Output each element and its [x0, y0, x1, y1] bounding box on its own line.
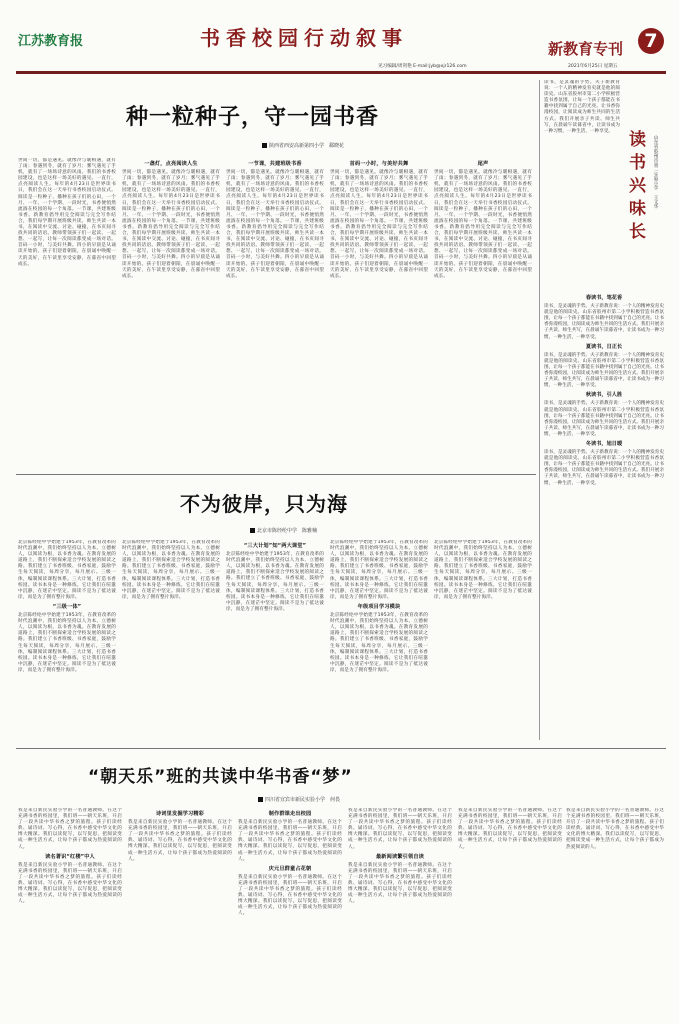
article2-col5: [434, 540, 532, 740]
article2-byline: [250, 527, 317, 534]
article1-sub4: 尾声: [477, 161, 489, 167]
article2-col4: [330, 540, 428, 740]
article1-body: 世间一切，都是遇见。就像冷与暖相遇，就有了雨；春遇到冬，就有了岁月；雾气遇见了手机，就有了一场场诗意的风雨。我们的书香校园建设，也是这样一场美好的遇见。一直行，点亮阅读人生。每年的4月23日是世界读书日，我们会在这一天举行书香校园启动仪式。阅读是一粒种子，播种在孩子们的心田，一个月、一年、一个学期、一段时光，书香便悄然流淌在校园的每一个角落。一节课，共建班级书香。新教育倡导用完全阅读与完全写作结合，我们每学期开展班级共读，师生共读一本书，在阅读中交流、讨论、碰撞，在书页间寻找共同的话语。教师带领孩子们一起读、一起想、一起写，让每一次阅读都变成一场对话。首码一小时，与美好共舞。四小的早晨是从诵读开始的。孩子们迎着朝阳，在晨诵中唤醒一天的美好，在午读里享受安静，在暮省中回望成长。: [226, 170, 324, 279]
article3-body: 我是来自新民实验小学的一名普通教师。在这个充满书香的校园里，我们班——朝天乐班，开启了一段共读中华书香之梦的旅程。孩子们读经典、诵诗词、写心得，在书香中感受中华文化的博大精深。我们以读促写，以写促思，把阅读变成一种生活方式，让每个孩子都成为热爱阅读的人。: [238, 820, 342, 862]
article2-body: 北京陈经纶中学始建于1953年，在教育改革的时代浪潮中，我们始终坚持以人为本、立德树人，以阅读为根，以书香为魂。在教育发展的道路上，我们不断探索适合学校发展的阅读之路。我们建立了书香班级、书香家庭，鼓励学生每天阅读，每周分享，每月展示。三级一体，编制阅读课程体系。三大计划，打造书香校园。读书本身是一种修炼，它让我们在喧嚣中沉静，在迷茫中坚定。阅读不是为了抵达彼岸，而是为了拥有整片海洋。: [434, 540, 532, 600]
section-title: 新教育专刊: [548, 40, 624, 58]
sidebar-body: 读书，是灵魂的手势。夫子新教育说：一个人的精神发育史就是他的阅读史。山东省胶州市第二小学积极营造书香氛围，让每一个孩子都能在书籍中找到属于自己的光亮。让书香弥漫校园，让阅读成为师生共同的生活方式。我们开展亲子共读、师生共写，在晨诵午读暮省中，让读书成为一种习惯，一种生活，一种享受。: [544, 352, 664, 389]
sidebar-title: 读书兴味长: [625, 130, 645, 245]
article2-sub2: “三大计划”知“两大课堂”: [243, 543, 307, 549]
article2-headline: 不为彼岸，只为海: [180, 492, 348, 516]
article1-col4: [330, 158, 428, 468]
article2-top-rule: [16, 474, 536, 475]
contact-line: 见习编辑/周剑艳 E-mail:jyb@xjr126.com: [378, 64, 467, 69]
article3-body: 我是来自新民实验小学的一名普通教师。在这个充满书香的校园里，我们班——朝天乐班，开启了一段共读中华书香之梦的旅程。孩子们读经典、诵诗词、写心得，在书香中感受中华文化的博大精深。我们以读促写，以写促思，把阅读变成一种生活方式，让每个孩子都成为热爱阅读的人。: [18, 862, 122, 905]
article3-sub2: 诗词里发掘学习精彩: [155, 811, 205, 817]
article1-body: 世间一切，都是遇见。就像冷与暖相遇，就有了雨；春遇到冬，就有了岁月；雾气遇见了手机，就有了一场场诗意的风雨。我们的书香校园建设，也是这样一场美好的遇见。一直行，点亮阅读人生。每年的4月23日是世界读书日，我们会在这一天举行书香校园启动仪式。阅读是一粒种子，播种在孩子们的心田，一个月、一年、一个学期、一段时光，书香便悄然流淌在校园的每一个角落。一节课，共建班级书香。新教育倡导用完全阅读与完全写作结合，我们每学期开展班级共读，师生共读一本书，在阅读中交流、讨论、碰撞，在书页间寻找共同的话语。教师带领孩子们一起读、一起想、一起写，让每一次阅读都变成一场对话。首码一小时，与美好共舞。四小的早晨是从诵读开始的。孩子们迎着朝阳，在晨诵中唤醒一天的美好，在午读里享受安静，在暮省中回望成长。: [122, 170, 220, 279]
article1-col5: [434, 158, 532, 468]
top-rule: [16, 71, 666, 74]
sidebar-divider: [539, 80, 540, 740]
article1-col3: [226, 158, 324, 468]
date-line: 2021年6月25日 星期五: [568, 64, 618, 69]
sidebar-sub1: 春读书，笔花香: [585, 295, 623, 301]
article3-sub5: 最新阅读繁引领自读: [375, 853, 425, 860]
section-banner: 书香校园行动叙事: [200, 26, 408, 50]
sidebar-intro: [544, 80, 620, 290]
sidebar-sub4: 冬读书，旭日暖: [585, 440, 623, 447]
article3-sub1: 读名著识“红楼”中人: [45, 853, 95, 860]
article1-sub3: 首码一小时，与美好共舞: [349, 161, 409, 167]
article1-body: 世间一切，都是遇见。就像冷与暖相遇，就有了雨；春遇到冬，就有了岁月；雾气遇见了手机，就有了一场场诗意的风雨。我们的书香校园建设，也是这样一场美好的遇见。一直行，点亮阅读人生。每年的4月23日是世界读书日，我们会在这一天举行书香校园启动仪式。阅读是一粒种子，播种在孩子们的心田，一个月、一年、一个学期、一段时光，书香便悄然流淌在校园的每一个角落。一节课，共建班级书香。新教育倡导用完全阅读与完全写作结合，我们每学期开展班级共读，师生共读一本书，在阅读中交流、讨论、碰撞，在书页间寻找共同的话语。教师带领孩子们一起读、一起想、一起写，让每一次阅读都变成一场对话。首码一小时，与美好共舞。四小的早晨是从诵读开始的。孩子们迎着朝阳，在晨诵中唤醒一天的美好，在午读里享受安静，在暮省中回望成长。: [18, 158, 116, 267]
article3-byline: [258, 796, 340, 803]
article1-body: 世间一切，都是遇见。就像冷与暖相遇，就有了雨；春遇到冬，就有了岁月；雾气遇见了手机，就有了一场场诗意的风雨。我们的书香校园建设，也是这样一场美好的遇见。一直行，点亮阅读人生。每年的4月23日是世界读书日，我们会在这一天举行书香校园启动仪式。阅读是一粒种子，播种在孩子们的心田，一个月、一年、一个学期、一段时光，书香便悄然流淌在校园的每一个角落。一节课，共建班级书香。新教育倡导用完全阅读与完全写作结合，我们每学期开展班级共读，师生共读一本书，在阅读中交流、讨论、碰撞，在书页间寻找共同的话语。教师带领孩子们一起读、一起想、一起写，让每一次阅读都变成一场对话。首码一小时，与美好共舞。四小的早晨是从诵读开始的。孩子们迎着朝阳，在晨诵中唤醒一天的美好，在午读里享受安静，在暮省中回望成长。: [434, 170, 532, 279]
article2-body: 北京陈经纶中学始建于1953年，在教育改革的时代浪潮中，我们始终坚持以人为本、立德树人，以阅读为根，以书香为魂。在教育发展的道路上，我们不断探索适合学校发展的阅读之路。我们建立了书香班级、书香家庭，鼓励学生每天阅读，每周分享，每月展示。三级一体，编制阅读课程体系。三大计划，打造书香校园。读书本身是一种修炼，它让我们在喧嚣中沉静，在迷茫中坚定。阅读不是为了抵达彼岸，而是为了拥有整片海洋。: [226, 552, 324, 612]
article3-col3: [238, 808, 342, 1013]
article3-body: 我是来自新民实验小学的一名普通教师。在这个充满书香的校园里，我们班——朝天乐班，开启了一段共读中华书香之梦的旅程。孩子们读经典、诵诗词、写心得，在书香中感受中华文化的博大精深。我们以读促写，以写促思，把阅读变成一种生活方式，让每个孩子都成为热爱阅读的人。: [348, 808, 452, 850]
article1-byline-text: 陕西省西安高新第四小学 郗晓花: [269, 143, 345, 149]
sidebar-body: 读书，是灵魂的手势。夫子新教育说：一个人的精神发育史就是他的阅读史。山东省胶州市第二小学积极营造书香氛围，让每一个孩子都能在书籍中找到属于自己的光亮。让书香弥漫校园，让阅读成为师生共同的生活方式。我们开展亲子共读、师生共写，在晨诵午读暮省中，让读书成为一种习惯，一种生活，一种享受。: [544, 80, 620, 134]
article2-sub3: 年级项目学习模块: [357, 603, 401, 610]
bullet-icon: [250, 528, 255, 533]
article3-byline-text: 四川省宜宾市新民实验小学 何畏: [265, 797, 341, 803]
article2-byline-text: 北京市陈经纶中学 陈雅楠: [257, 528, 318, 534]
bullet-icon: [262, 143, 267, 148]
article3-col5: [458, 808, 562, 1013]
article2-body: 北京陈经纶中学始建于1953年，在教育改革的时代浪潮中，我们始终坚持以人为本、立德树人，以阅读为根，以书香为魂。在教育发展的道路上，我们不断探索适合学校发展的阅读之路。我们建立了书香班级、书香家庭，鼓励学生每天阅读，每周分享，每月展示。三级一体，编制阅读课程体系。三大计划，打造书香校园。读书本身是一种修炼，它让我们在喧嚣中沉静，在迷茫中坚定。阅读不是为了抵达彼岸，而是为了拥有整片海洋。: [18, 540, 116, 600]
article1-sub2: 一节课，共建班级书香: [248, 161, 302, 167]
article1-sub1: 一盏灯，点亮阅读人生: [144, 161, 198, 167]
article3-col6: [566, 808, 664, 1013]
article2-sub1: “三级一体”: [52, 603, 82, 610]
article2-body: 北京陈经纶中学始建于1953年，在教育改革的时代浪潮中，我们始终坚持以人为本、立德树人，以阅读为根，以书香为魂。在教育发展的道路上，我们不断探索适合学校发展的阅读之路。我们建立了书香班级、书香家庭，鼓励学生每天阅读，每周分享，每月展示。三级一体，编制阅读课程体系。三大计划，打造书香校园。读书本身是一种修炼，它让我们在喧嚣中沉静，在迷茫中坚定。阅读不是为了抵达彼岸，而是为了拥有整片海洋。: [18, 613, 116, 673]
sidebar-sub2: 夏读书，日正长: [585, 343, 623, 350]
article2-body: 北京陈经纶中学始建于1953年，在教育改革的时代浪潮中，我们始终坚持以人为本、立德树人，以阅读为根，以书香为魂。在教育发展的道路上，我们不断探索适合学校发展的阅读之路。我们建立了书香班级、书香家庭，鼓励学生每天阅读，每周分享，每月展示。三级一体，编制阅读课程体系。三大计划，打造书香校园。读书本身是一种修炼，它让我们在喧嚣中沉静，在迷茫中坚定。阅读不是为了抵达彼岸，而是为了拥有整片海洋。: [330, 540, 428, 600]
article1-body: 世间一切，都是遇见。就像冷与暖相遇，就有了雨；春遇到冬，就有了岁月；雾气遇见了手机，就有了一场场诗意的风雨。我们的书香校园建设，也是这样一场美好的遇见。一直行，点亮阅读人生。每年的4月23日是世界读书日，我们会在这一天举行书香校园启动仪式。阅读是一粒种子，播种在孩子们的心田，一个月、一年、一个学期、一段时光，书香便悄然流淌在校园的每一个角落。一节课，共建班级书香。新教育倡导用完全阅读与完全写作结合，我们每学期开展班级共读，师生共读一本书，在阅读中交流、讨论、碰撞，在书页间寻找共同的话语。教师带领孩子们一起读、一起想、一起写，让每一次阅读都变成一场对话。首码一小时，与美好共舞。四小的早晨是从诵读开始的。孩子们迎着朝阳，在晨诵中唤醒一天的美好，在午读里享受安静，在暮省中回望成长。: [330, 170, 428, 279]
article2-col3: [226, 540, 324, 740]
article1-byline: [262, 142, 344, 149]
article2-body: 北京陈经纶中学始建于1953年，在教育改革的时代浪潮中，我们始终坚持以人为本、立德树人，以阅读为根，以书香为魂。在教育发展的道路上，我们不断探索适合学校发展的阅读之路。我们建立了书香班级、书香家庭，鼓励学生每天阅读，每周分享，每月展示。三级一体，编制阅读课程体系。三大计划，打造书香校园。读书本身是一种修炼，它让我们在喧嚣中沉静，在迷茫中坚定。阅读不是为了抵达彼岸，而是为了拥有整片海洋。: [330, 613, 428, 673]
article3-body: 我是来自新民实验小学的一名普通教师。在这个充满书香的校园里，我们班——朝天乐班，开启了一段共读中华书香之梦的旅程。孩子们读经典、诵诗词、写心得，在书香中感受中华文化的博大精深。我们以读促写，以写促思，把阅读变成一种生活方式，让每个孩子都成为热爱阅读的人。: [238, 874, 342, 917]
sidebar-body: 读书，是灵魂的手势。夫子新教育说：一个人的精神发育史就是他的阅读史。山东省胶州市第二小学积极营造书香氛围，让每一个孩子都能在书籍中找到属于自己的光亮。让书香弥漫校园，让阅读成为师生共同的生活方式。我们开展亲子共读、师生共写，在晨诵午读暮省中，让读书成为一种习惯，一种生活，一种享受。: [544, 450, 664, 486]
article3-col4: [348, 808, 452, 1013]
article3-body: 我是来自新民实验小学的一名普通教师。在这个充满书香的校园里，我们班——朝天乐班，开启了一段共读中华书香之梦的旅程。孩子们读经典、诵诗词、写心得，在书香中感受中华文化的博大精深。我们以读促写，以写促思，把阅读变成一种生活方式，让每个孩子都成为热爱阅读的人。: [348, 862, 452, 905]
article3-sub4: 庆元旦群童占花朝: [268, 865, 312, 872]
page-number-badge: 7: [638, 28, 664, 54]
article2-col2: [122, 540, 220, 740]
article1-headline: 种一粒种子，守一园书香: [126, 105, 380, 130]
paper-logo: 江苏教育报: [18, 34, 84, 49]
article1-col2: [122, 158, 220, 468]
sidebar-byline: 山东省胶州市第二实验小学 王文华: [653, 135, 658, 209]
sidebar-sub3: 秋读书，引人胜: [585, 392, 623, 399]
article3-col2: [128, 808, 232, 1013]
article3-body: 我是来自新民实验小学的一名普通教师。在这个充满书香的校园里，我们班——朝天乐班，开启了一段共读中华书香之梦的旅程。孩子们读经典、诵诗词、写心得，在书香中感受中华文化的博大精深。我们以读促写，以写促思，把阅读变成一种生活方式，让每个孩子都成为热爱阅读的人。: [128, 820, 232, 862]
article3-sub3: 制作群课走出校园: [268, 811, 312, 817]
article2-col1: [18, 540, 116, 740]
article3-body: 我是来自新民实验小学的一名普通教师。在这个充满书香的校园里，我们班——朝天乐班，开启了一段共读中华书香之梦的旅程。孩子们读经典、诵诗词、写心得，在书香中感受中华文化的博大精深。我们以读促写，以写促思，把阅读变成一种生活方式，让每个孩子都成为热爱阅读的人。: [458, 808, 562, 850]
article3-top-rule: [16, 748, 666, 749]
article2-body: 北京陈经纶中学始建于1953年，在教育改革的时代浪潮中，我们始终坚持以人为本、立德树人，以阅读为根，以书香为魂。在教育发展的道路上，我们不断探索适合学校发展的阅读之路。我们建立了书香班级、书香家庭，鼓励学生每天阅读，每周分享，每月展示。三级一体，编制阅读课程体系。三大计划，打造书香校园。读书本身是一种修炼，它让我们在喧嚣中沉静，在迷茫中坚定。阅读不是为了抵达彼岸，而是为了拥有整片海洋。: [122, 540, 220, 600]
article3-headline: “朝天乐”班的共读中华书香“梦”: [88, 767, 353, 787]
sidebar-body: 读书，是灵魂的手势。夫子新教育说：一个人的精神发育史就是他的阅读史。山东省胶州市第二小学积极营造书香氛围，让每一个孩子都能在书籍中找到属于自己的光亮。让书香弥漫校园，让阅读成为师生共同的生活方式。我们开展亲子共读、师生共写，在晨诵午读暮省中，让读书成为一种习惯，一种生活，一种享受。: [544, 401, 664, 437]
sidebar-col-lower: [544, 292, 664, 742]
article3-col1: [18, 808, 122, 1013]
article1-col1: [18, 158, 116, 468]
bullet-icon: [258, 797, 263, 802]
article3-body: 我是来自新民实验小学的一名普通教师。在这个充满书香的校园里，我们班——朝天乐班，开启了一段共读中华书香之梦的旅程。孩子们读经典、诵诗词、写心得，在书香中感受中华文化的博大精深。我们以读促写，以写促思，把阅读变成一种生活方式，让每个孩子都成为热爱阅读的人。: [18, 808, 122, 850]
sidebar-body: 读书，是灵魂的手势。夫子新教育说：一个人的精神发育史就是他的阅读史。山东省胶州市第二小学积极营造书香氛围，让每一个孩子都能在书籍中找到属于自己的光亮。让书香弥漫校园，让阅读成为师生共同的生活方式。我们开展亲子共读、师生共写，在晨诵午读暮省中，让读书成为一种习惯，一种生活，一种享受。: [544, 304, 664, 340]
article3-body: 我是来自新民实验小学的一名普通教师。在这个充满书香的校园里，我们班——朝天乐班，开启了一段共读中华书香之梦的旅程。孩子们读经典、诵诗词、写心得，在书香中感受中华文化的博大精深。我们以读促写，以写促思，把阅读变成一种生活方式，让每个孩子都成为热爱阅读的人。: [566, 808, 664, 850]
